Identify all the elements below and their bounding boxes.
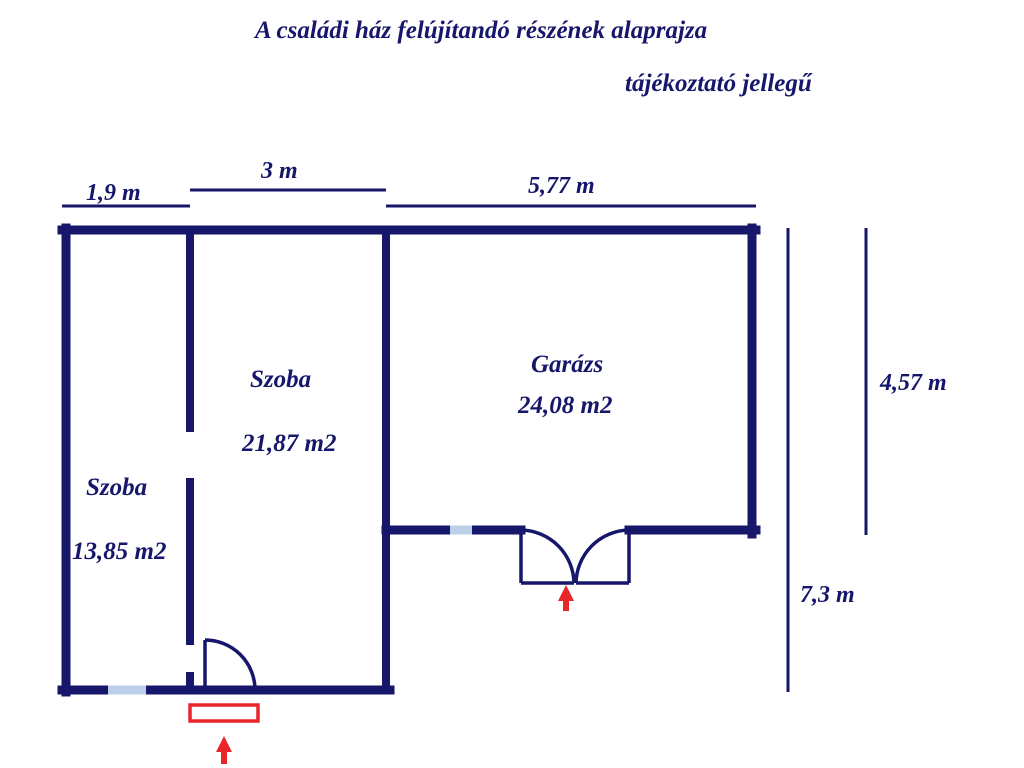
garage-door-arc-right (576, 530, 629, 583)
room-label-szoba-1-area: 13,85 m2 (72, 538, 167, 565)
door-arc-entry (205, 640, 255, 690)
entry-direction-arrow-icon (216, 736, 232, 764)
room-label-szoba-1-name: Szoba (86, 474, 148, 501)
room-label-szoba-2-name: Szoba (250, 366, 312, 393)
dimension-label-right-lower: 7,3 m (800, 582, 855, 608)
dimension-label-top-left: 1,9 m (86, 180, 141, 206)
dimension-label-right-upper: 4,57 m (880, 370, 947, 396)
garage-direction-arrow-icon (558, 585, 574, 611)
room-label-szoba-2-area: 21,87 m2 (242, 430, 337, 457)
dimension-label-top-mid: 3 m (261, 158, 298, 184)
dimension-label-top-right: 5,77 m (528, 173, 595, 199)
plan-title-line1: A családi ház felújítandó részének alaprajza (255, 17, 708, 44)
entry-threshold-marker (190, 705, 258, 721)
plan-title-line2: tájékoztató jellegű (625, 70, 812, 97)
room-label-garazs-name: Garázs (531, 351, 604, 378)
garage-door-arc-left (521, 530, 574, 583)
room-label-garazs-area: 24,08 m2 (518, 392, 613, 419)
